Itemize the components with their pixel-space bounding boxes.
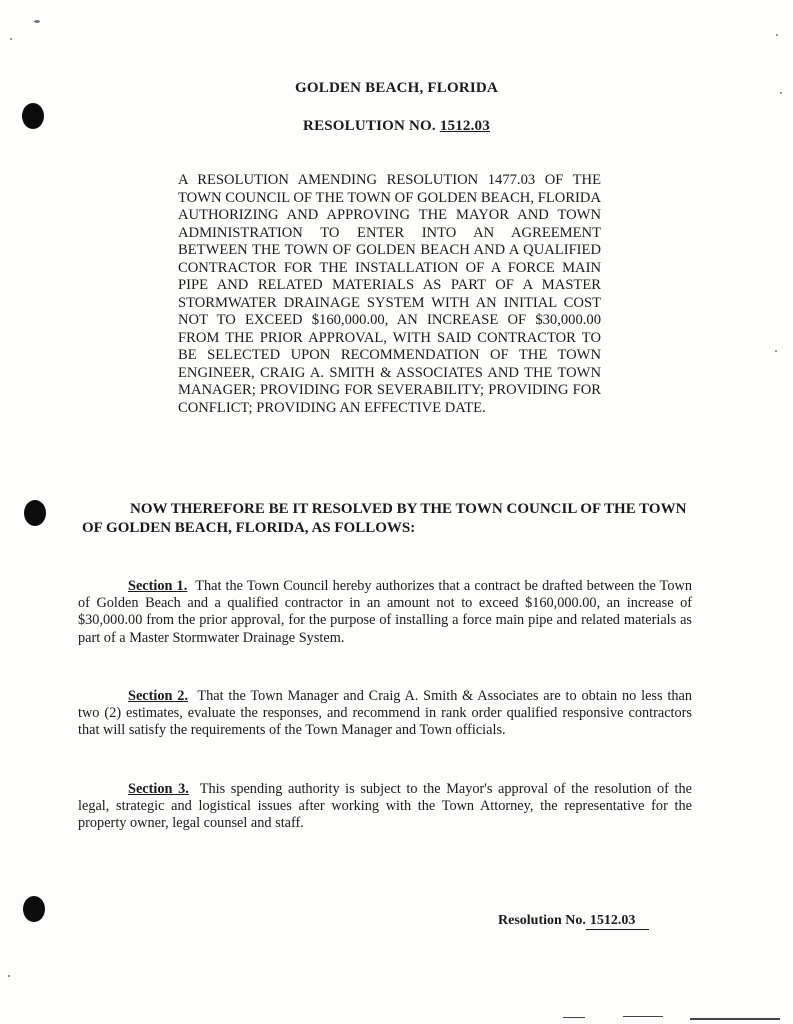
scan-artifact-line xyxy=(623,1016,663,1017)
section-2 xyxy=(78,688,692,740)
city-heading: GOLDEN BEACH, FLORIDA xyxy=(295,80,498,96)
resolution-abstract: A RESOLUTION AMENDING RESOLUTION 1477.03 OF THE TOWN COUNCIL OF THE TOWN OF GOLDEN BEACH, FLORIDA AUTHORIZING AND APPROVING THE MAYOR AND TOWN ADMINISTRATION TO ENTER INTO AN AGREEMENT BETWEEN THE TOWN OF GOLDEN BEACH AND A QUALIFIED CONTRACTOR FOR THE INSTALLATION OF A FORCE MAIN PIPE AND RELATED MATERIALS AS PART OF A MASTER STORMWATER DRAINAGE SYSTEM WITH AN INITIAL COST NOT TO EXCEED $160,000.00, AN INCREASE OF $30,000.00 FROM THE PRIOR APPROVAL, WITH SAID CONTRACTOR TO BE SELECTED UPON RECOMMENDATION OF THE TOWN ENGINEER, CRAIG A. SMITH & ASSOCIATES AND THE TOWN MANAGER; PROVIDING FOR SEVERABILITY; PROVIDING FOR CONFLICT; PROVIDING AN EFFECTIVE DATE. xyxy=(178,172,601,416)
scan-speck xyxy=(776,34,778,36)
section-3-label: Section 3. xyxy=(128,781,189,797)
footer-number: 1512.03 xyxy=(586,913,650,930)
section-2-label: Section 2. xyxy=(128,688,189,704)
scan-speck xyxy=(775,350,777,352)
section-3-text: This spending authority is subject to the Mayor's approval of the resolution of the legal, strategic and logistical issues after working with the Town Attorney, the representative for the property owner, legal counsel and staff. xyxy=(78,781,692,832)
section-3 xyxy=(78,781,692,833)
resolved-clause: NOW THEREFORE BE IT RESOLVED BY THE TOWN COUNCIL OF THE TOWN OF GOLDEN BEACH, FLORIDA, AS FOLLOWS: xyxy=(82,501,687,536)
section-1-label: Section 1. xyxy=(128,578,188,594)
punch-hole-middle xyxy=(24,500,46,526)
footer-label: Resolution No. xyxy=(498,913,586,928)
section-1-text: That the Town Council hereby authorizes that a contract be drafted between the Town of Golden Beach and a qualified contractor in an amount not to exceed $160,000.00, an increase of $30,000.00 from the prior approval, for the purpose of installing a force main pipe and related materials as part of a Master Stormwater Drainage System. xyxy=(78,578,693,646)
section-2-text: That the Town Manager and Craig A. Smith & Associates are to obtain no less than two (2) estimates, evaluate the responses, and recommend in rank order qualified responsive contractors that will satisfy the requirements of the Town Manager and Town officials. xyxy=(78,688,692,739)
scan-speck xyxy=(10,38,12,40)
resolution-heading xyxy=(0,118,793,135)
scan-artifact-line xyxy=(690,1018,780,1020)
resolution-number: 1512.03 xyxy=(439,118,490,134)
punch-hole-bottom xyxy=(23,896,45,922)
scan-artifact-line xyxy=(563,1017,585,1018)
footer-resolution-number xyxy=(498,913,649,930)
scan-speck xyxy=(34,20,40,23)
resolution-label: RESOLUTION NO. xyxy=(303,118,436,134)
scan-speck xyxy=(8,975,10,977)
section-1 xyxy=(78,578,692,647)
